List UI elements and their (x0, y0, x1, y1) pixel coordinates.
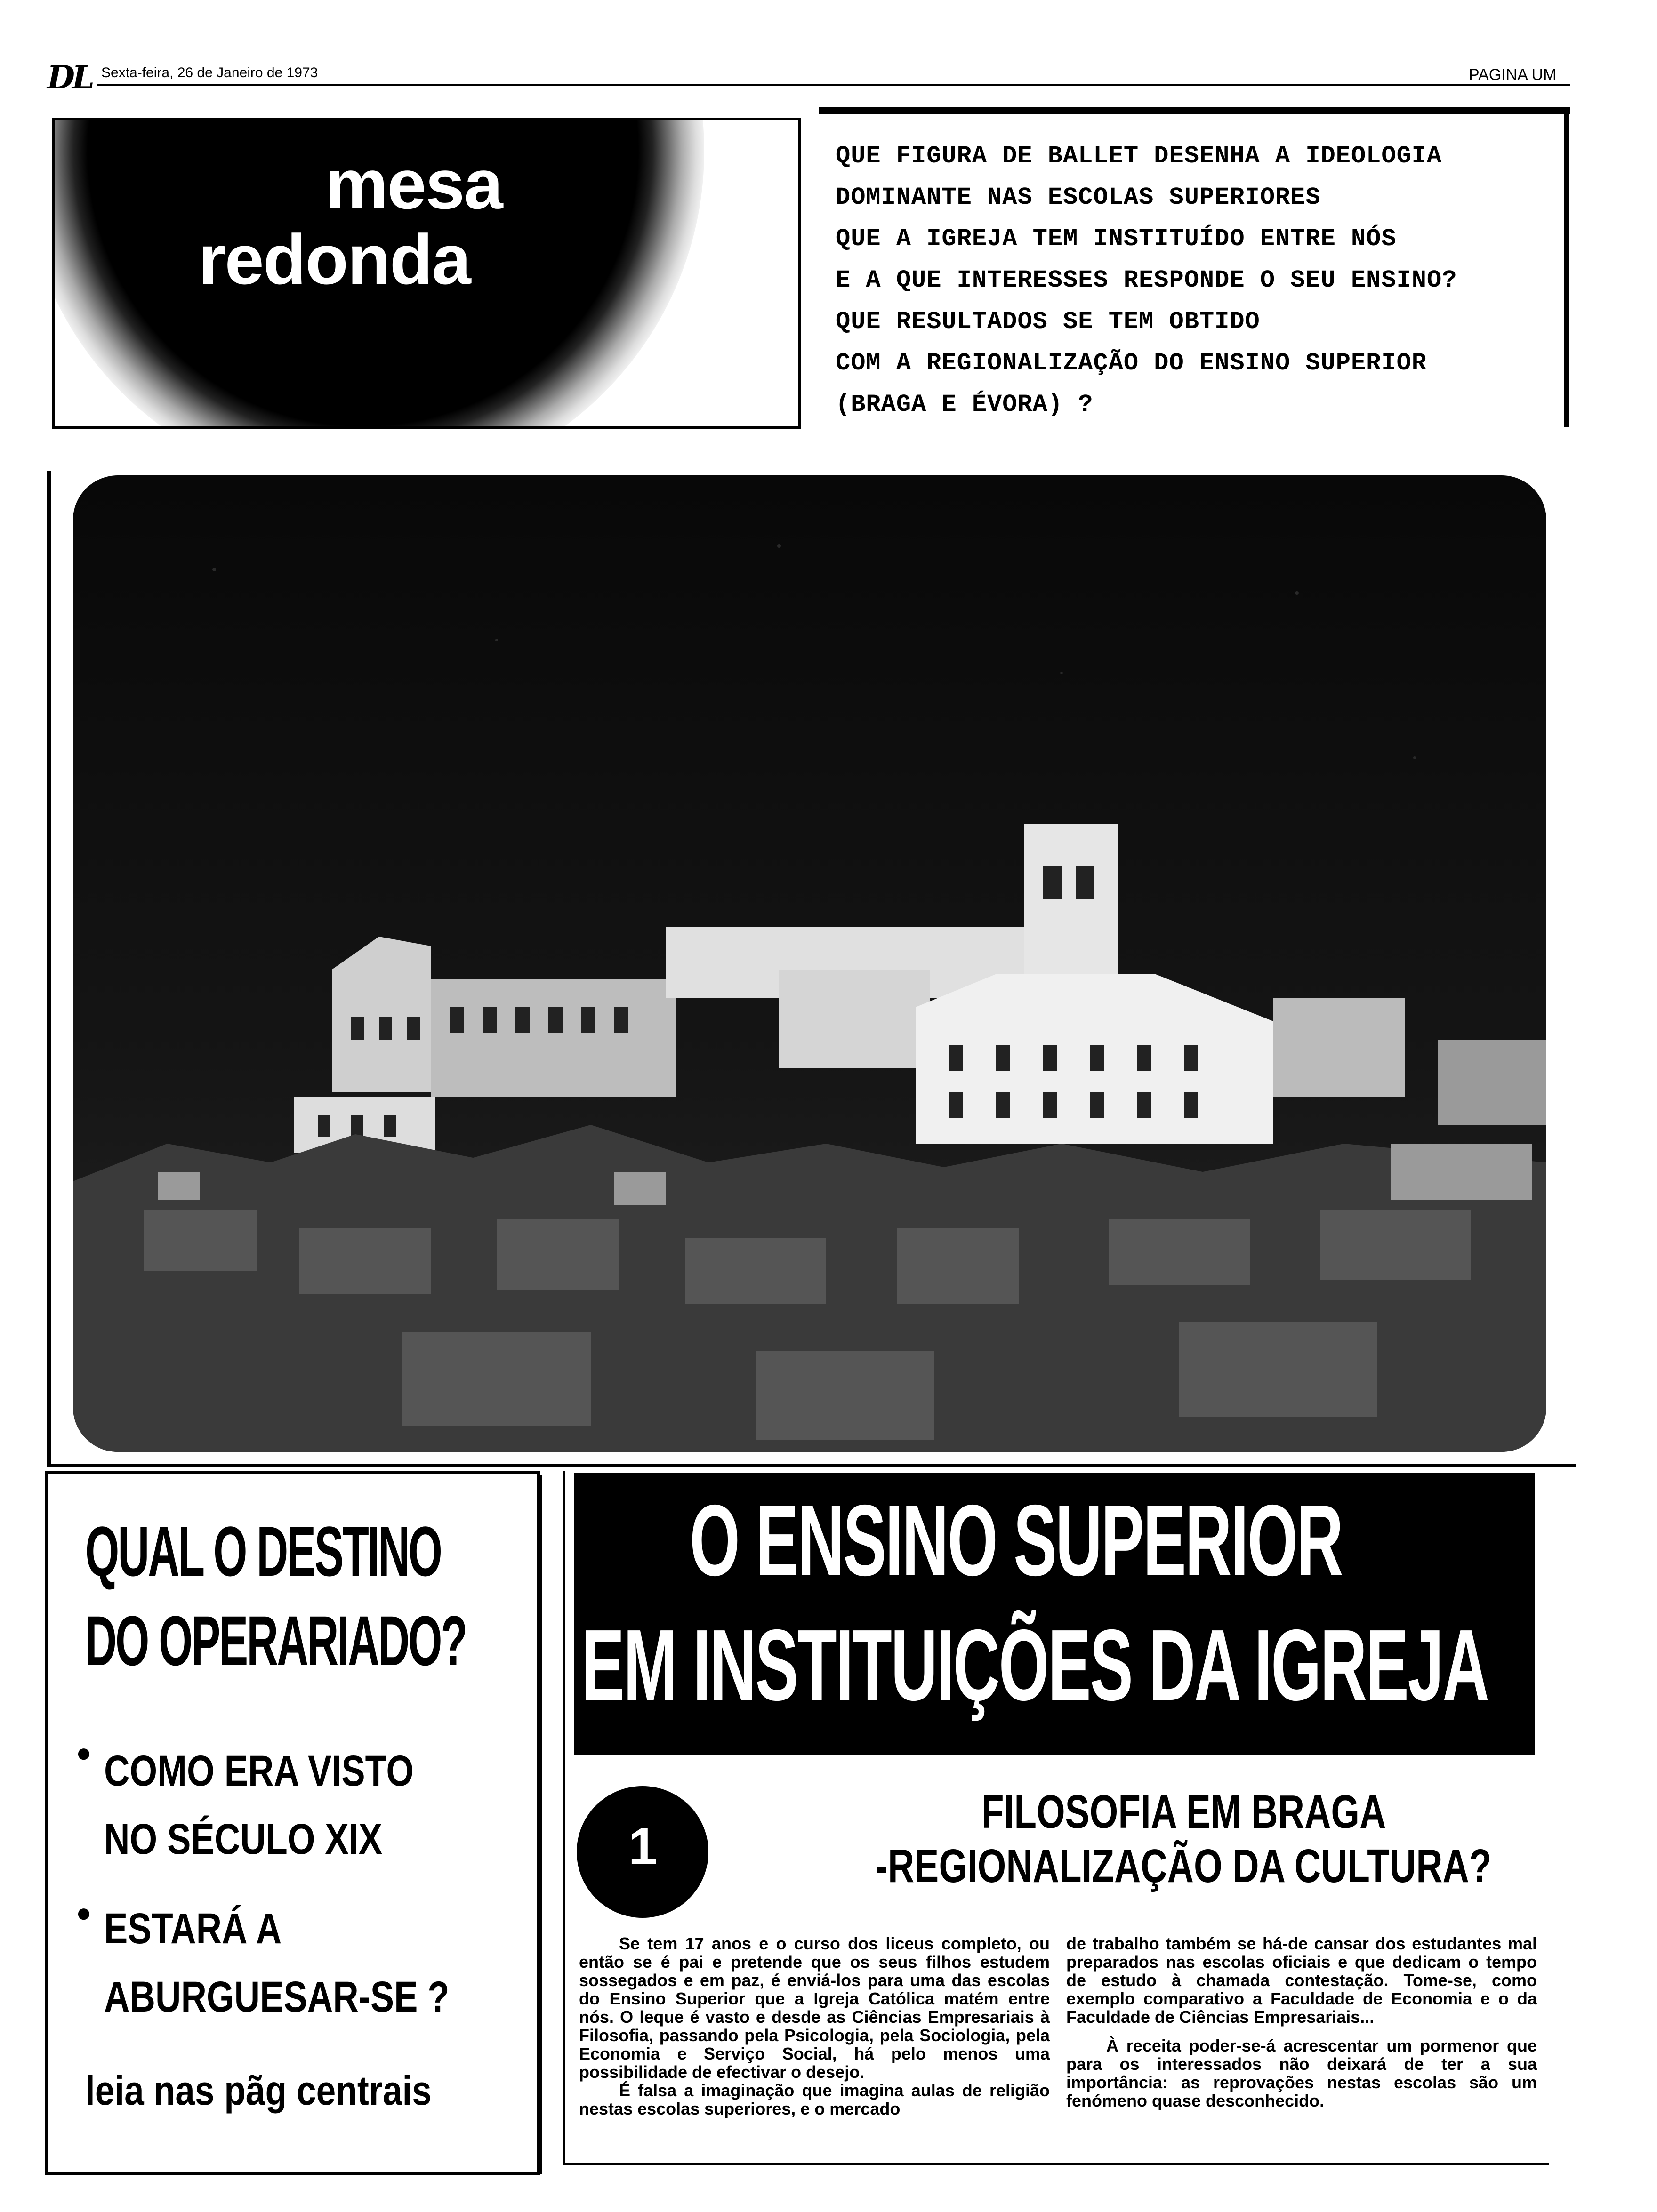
headline-line: EM INSTITUIÇÕES DA IGREJA (581, 1608, 1488, 1722)
teaser-item (104, 1737, 414, 1874)
page-label: PAGINA UM (1469, 66, 1557, 84)
city-photo (73, 475, 1546, 1452)
article-paragraph: À receita poder-se-á acrescentar um pormenor que para os interessados não deixará de ter a sua importância: as reprovações nestas escolas são um fenómeno quase desconhecido. (1066, 2036, 1537, 2110)
teaser-title-line: QUAL O DESTINO (85, 1512, 441, 1591)
question-line: QUE A IGREJA TEM INSTITUÍDO ENTRE NÓS (836, 225, 1397, 253)
question-line: QUE RESULTADOS SE TEM OBTIDO (836, 308, 1260, 336)
section-number: 1 (628, 1818, 658, 1875)
article-border (563, 1471, 565, 2165)
teaser-box-shadow (537, 1475, 542, 2174)
article-paragraph: É falsa a imaginação que imagina aulas de religião nestas escolas superiores, e o mercado (579, 2081, 1050, 2118)
questions-side-rule (1564, 107, 1569, 427)
article-subtitle: FILOSOFIA EM BRAGA (981, 1786, 1386, 1838)
dateline: Sexta-feira, 26 de Janeiro de 1973 (101, 65, 318, 80)
main-headline (574, 1473, 1535, 1755)
bullet-icon: ● (76, 1898, 92, 1927)
question-line: E A QUE INTERESSES RESPONDE O SEU ENSINO? (836, 266, 1457, 294)
headline-line: O ENSINO SUPERIOR (690, 1483, 1343, 1597)
article-subtitle: -REGIONALIZAÇÃO DA CULTURA? (876, 1840, 1492, 1892)
teaser-footer: leia nas pãg centrais (85, 2067, 432, 2114)
teaser-item-line: COMO ERA VISTO (104, 1747, 414, 1795)
article-column-1 (579, 1934, 1050, 2118)
questions-rule (819, 107, 1570, 114)
header-rule (97, 84, 1570, 86)
question-line: (BRAGA E ÉVORA) ? (836, 391, 1094, 418)
logo-word-mesa: mesa (325, 144, 502, 224)
mesa-redonda-logo-box (52, 118, 801, 429)
teaser-item-line: NO SÉCULO XIX (104, 1815, 383, 1863)
teaser-item-line: ABURGUESAR-SE ? (104, 1973, 450, 2021)
logo-word-redonda: redonda (198, 220, 470, 299)
teaser-title (85, 1507, 466, 1685)
question-line: DOMINANTE NAS ESCOLAS SUPERIORES (836, 184, 1321, 211)
article-column-2 (1066, 1934, 1537, 2110)
article-bottom-border (563, 2163, 1549, 2165)
city-photo-illustration (73, 475, 1546, 1452)
intro-questions (836, 136, 1551, 425)
masthead-logo: DL (47, 59, 92, 96)
question-line: COM A REGIONALIZAÇÃO DO ENSINO SUPERIOR (836, 349, 1427, 377)
bullet-icon: ● (76, 1738, 92, 1767)
teaser-title-line: DO OPERARIADO? (85, 1601, 467, 1680)
article-paragraph: de trabalho também se há-de cansar dos estudantes mal preparados nas escolas oficiais e que dedicam o tempo de estudo à chamada contestação. Tome-se, como exemplo comparativo a Faculdade de Economia e o da Faculdade de Ciências Empresariais... (1066, 1934, 1537, 2027)
teaser-item (104, 1895, 449, 2031)
teaser-item-line: ESTARÁ A (104, 1905, 282, 1953)
operariado-teaser-box (45, 1471, 540, 2175)
article-paragraph: Se tem 17 anos e o curso dos liceus completo, ou então se é pai e pretende que os seus filhos estudem sossegados e em paz, é enviá-los para uma das escolas do Ensino Superior que a Igreja Católica matém entre nós. O leque é vasto e desde as Ciências Empresariais à Filosofia, passando pela Psicologia, pela Sociologia, pela Economia e Serviço Social, há pelo menos uma possibilidade de efectivar o desejo. (579, 1934, 1050, 2082)
question-line: QUE FIGURA DE BALLET DESENHA A IDEOLOGIA (836, 142, 1442, 170)
